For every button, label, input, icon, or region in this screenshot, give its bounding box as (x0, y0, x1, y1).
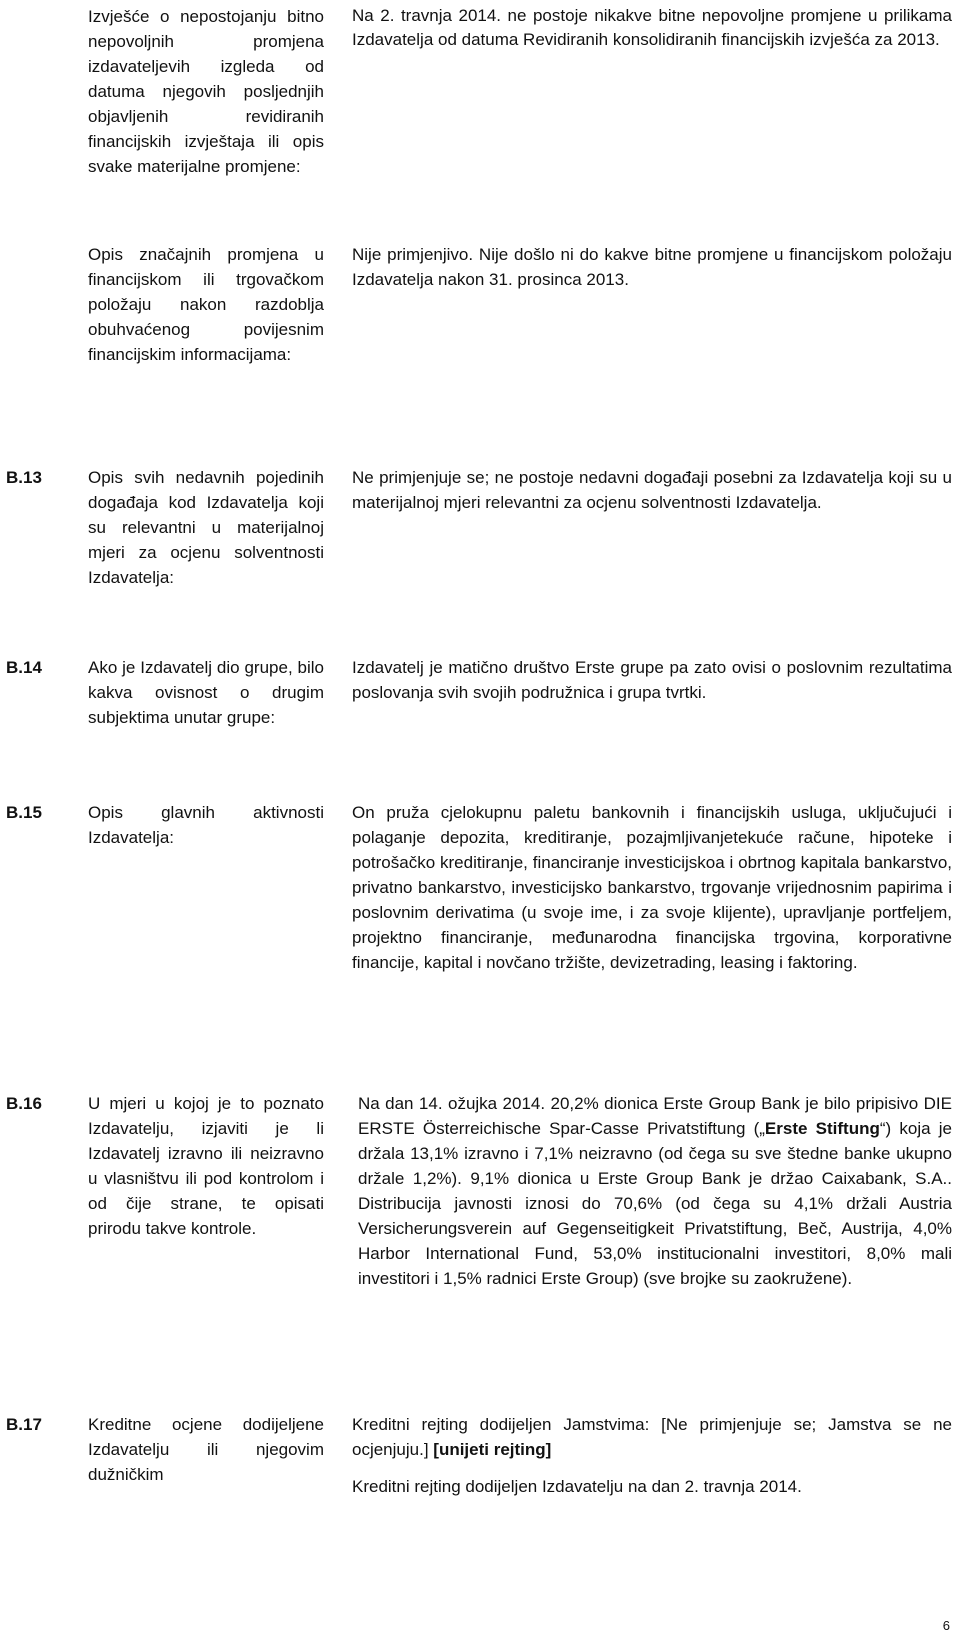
row-value (358, 1091, 952, 1291)
value-paragraph-guarantees (352, 1412, 952, 1462)
row-code: B.15 (6, 803, 42, 822)
row-code: B.13 (6, 468, 42, 487)
row-value: Na 2. travnja 2014. ne postoje nikakve bitne nepovoljne promjene u prilikama Izdavatelja od datuma Revidiranih konsolidiranih financijskih izvješća za 2013. (352, 6, 952, 49)
row-label: Ako je Izdavatelj dio grupe, bilo kakva ovisnost o drugim subjektima unutar grupe: (88, 658, 324, 727)
row-value: On pruža cjelokupnu paletu bankovnih i financijskih usluga, uključujući i polaganje depozita, kreditiranje, pozajmljivanjetekuće račune, hipoteke i potrošačko kreditiranje, financiranje investicijskoa i obrtnog kapitala bankarstvo, privatno bankarstvo, investicijsko bankarstvo, trgovanje vrijednosnim papirima i poslovnim derivatima (u svoje ime, i za svoje klijente), upravljanje portfeljem, projektno financiranje, međunarodna financijska trgovina, korporativne financije, kapital i novčano tržište, devizetrading, leasing i faktoring. (352, 803, 952, 972)
value-text-bold: Erste Stiftung (764, 1119, 880, 1138)
value-text-after: “) koja je držala 13,1% izravno i 7,1% neizravno (od čega su sve štedne banke ukupno držale 1,2%). 9,1% dionica u Erste Group Bank je držao Caixabank, S.A.. Distribucija javnosti iznosi do 70,6% (od čega su 4,1% držali Austria Versicherungsverein auf Gegenseitigkeit Privatstiftung, Beč, Austrija, 4,0% Harbor International Fund, 53,0% institucionalni investitori, 8,0% mali investitori i 1,5% radnici Erste Group) (sve brojke su zaokružene). (358, 1119, 953, 1288)
value-text-before: Kreditni rejting dodijeljen Jamstvima: [Ne primjenjuje se; Jamstva se ne ocjenjuju.] (352, 1415, 952, 1459)
value-text-bold: [unijeti rejting] (433, 1440, 552, 1459)
row-label: Kreditne ocjene dodijeljene Izdavatelju ili njegovim dužničkim (88, 1415, 324, 1484)
value-text-before: Na dan 14. ožujka 2014. 20,2% dionica Erste Group Bank je bilo pripisivo DIE ERSTE Österreichische Spar-Casse Privatstiftung („ (358, 1094, 952, 1138)
row-code: B.14 (6, 658, 42, 677)
row-value: Izdavatelj je matično društvo Erste grupe pa zato ovisi o poslovnim rezultatima poslovanja svih svojih podružnica i grupa tvrtki. (352, 658, 952, 702)
row-label: Izvješće o nepostojanju bitno nepovoljnih promjena izdavateljevih izgleda od datuma njegovih posljednjih objavljenih revidiranih financijskih izvještaja ili opis svake materijalne promjene: (88, 7, 324, 176)
row-label: U mjeri u kojoj je to poznato Izdavatelju, izjaviti je li Izdavatelj izravno ili neizravno u vlasništvu ili pod kontrolom i od čije strane, te opisati prirodu takve kontrole. (88, 1094, 324, 1238)
page-number: 6 (942, 1618, 950, 1633)
row-code: B.16 (6, 1094, 42, 1113)
row-label: Opis svih nedavnih pojedinih događaja kod Izdavatelja koji su relevantni u materijalnoj mjeri za ocjenu solventnosti Izdavatelja: (88, 468, 324, 587)
row-value: Ne primjenjuje se; ne postoje nedavni događaji posebni za Izdavatelja koji su u materijalnoj mjeri relevantni za ocjenu solventnosti Izdavatelja. (352, 468, 952, 512)
value-paragraph-issuer: Kreditni rejting dodijeljen Izdavatelju na dan 2. travnja 2014. (352, 1477, 802, 1496)
row-value (352, 1412, 952, 1511)
row-label: Opis glavnih aktivnosti Izdavatelja: (88, 803, 324, 847)
row-code: B.17 (6, 1415, 42, 1434)
row-value: Nije primjenjivo. Nije došlo ni do kakve bitne promjene u financijskom položaju Izdavatelja nakon 31. prosinca 2013. (352, 245, 952, 289)
row-label: Opis značajnih promjena u financijskom ili trgovačkom položaju nakon razdoblja obuhvaćenog povijesnim financijskim informacijama: (88, 245, 324, 364)
